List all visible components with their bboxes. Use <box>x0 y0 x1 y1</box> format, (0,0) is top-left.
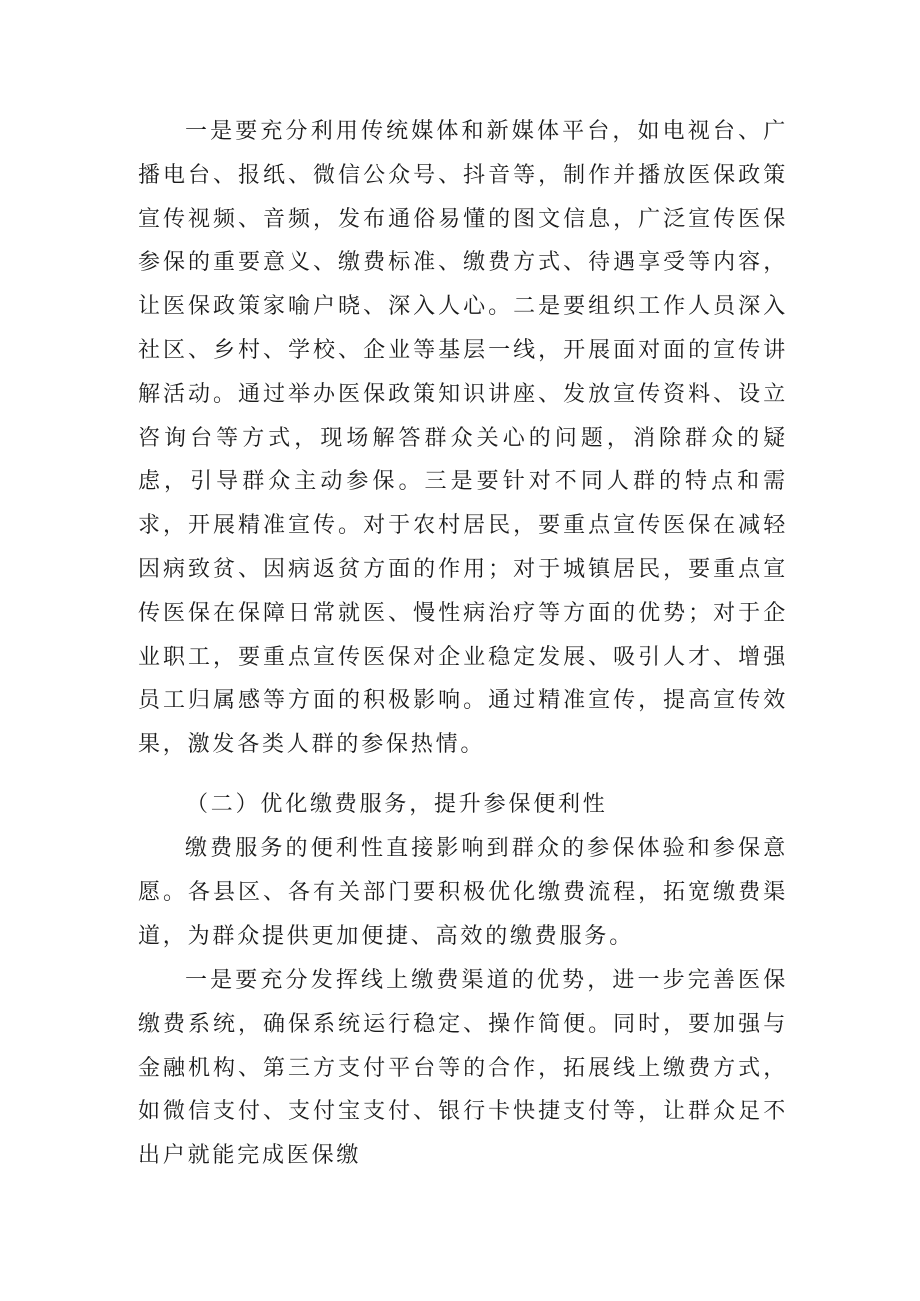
body-paragraph-publicity-measures: 一是要充分利用传统媒体和新媒体平台，如电视台、广播电台、报纸、微信公众号、抖音等，制作并播放医保政策宣传视频、音频，发布通俗易懂的图文信息，广泛宣传医保参保的重要意义、缴费标准、缴费方式、待遇享受等内容，让医保政策家喻户晓、深入人心。二是要组织工作人员深入社区、乡村、学校、企业等基层一线，开展面对面的宣传讲解活动。通过举办医保政策知识讲座、发放宣传资料、设立咨询台等方式，现场解答群众关心的问题，消除群众的疑虑，引导群众主动参保。三是要针对不同人群的特点和需求，开展精准宣传。对于农村居民，要重点宣传医保在减轻因病致贫、因病返贫方面的作用；对于城镇居民，要重点宣传医保在保障日常就医、慢性病治疗等方面的优势；对于企业职工，要重点宣传医保对企业稳定发展、吸引人才、增强员工归属感等方面的积极影响。通过精准宣传，提高宣传效果，激发各类人群的参保热情。 <box>138 119 788 758</box>
body-paragraph-online-payment: 一是要充分发挥线上缴费渠道的优势，进一步完善医保缴费系统，确保系统运行稳定、操作简便。同时，要加强与金融机构、第三方支付平台等的合作，拓展线上缴费方式，如微信支付、支付宝支付、银行卡快捷支付等，让群众足不出户就能完成医保缴 <box>138 968 788 1169</box>
body-paragraph-payment-intro: 缴费服务的便利性直接影响到群众的参保体验和参保意愿。各县区、各有关部门要积极优化缴费流程，拓宽缴费渠道，为群众提供更加便捷、高效的缴费服务。 <box>138 836 788 949</box>
section-heading-payment-service: （二）优化缴费服务，提升参保便利性 <box>186 792 608 817</box>
